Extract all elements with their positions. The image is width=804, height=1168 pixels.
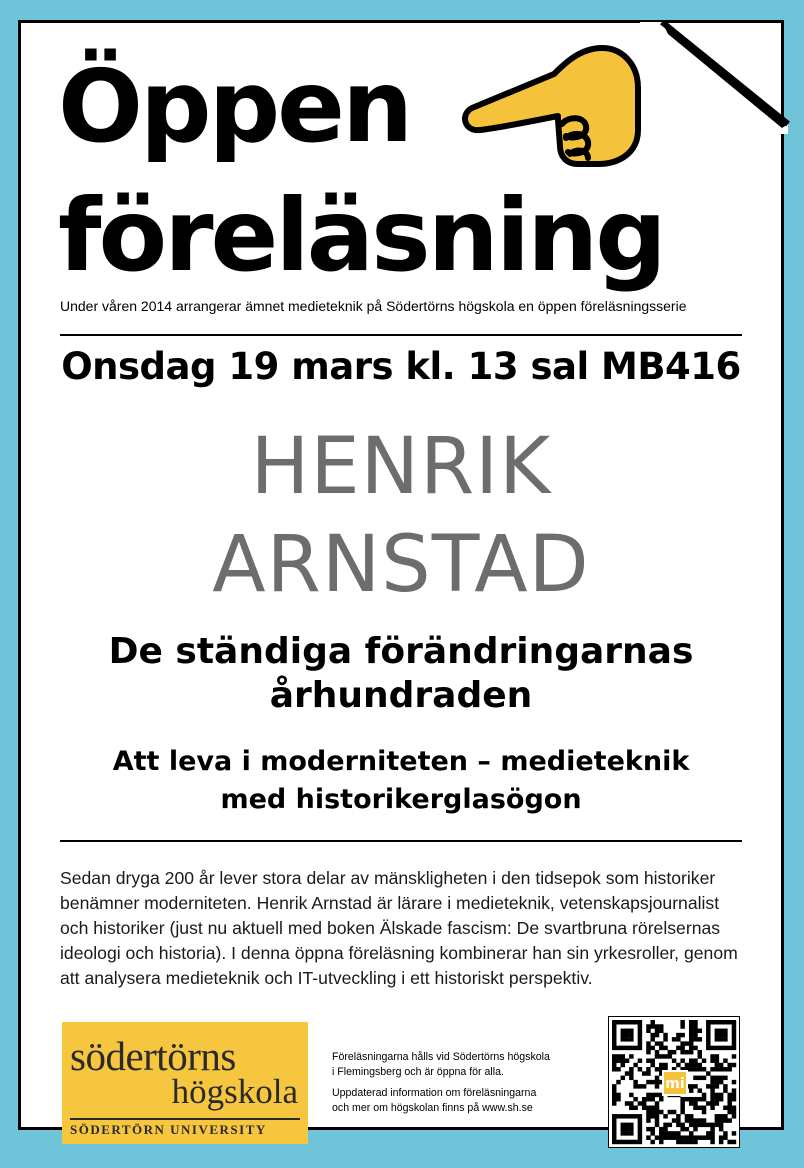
divider-top [60, 334, 742, 336]
speaker-first-name: HENRIK [250, 422, 552, 512]
info-line-3: Uppdaterad information om föreläsningarna [332, 1087, 537, 1099]
talk-subtitle-line-1: Att leva i moderniteten – medieteknik [112, 746, 690, 777]
logo-divider [70, 1118, 300, 1120]
talk-title [40, 630, 762, 718]
qr-badge-label: mi [665, 1076, 685, 1092]
info-line-2: i Flemingsberg och är öppna för alla. [332, 1066, 504, 1078]
university-logo [62, 1022, 308, 1144]
event-description: Sedan dryga 200 år lever stora delar av mänskligheten i den tidsepok som historiker benämner moderniteten. Henrik Arnstad är lärare i medieteknik, vetenskapsjournalist och historiker (just nu aktuell med boken Älskade fascism: De svartbruna rörelsernas ideologi och historia). I denna öppna föreläsning kombinerar han sin yrkesroller, genom att analysera medieteknik och IT-utveckling i ett historiskt perspektiv. [60, 868, 738, 988]
title-line-1: Öppen [58, 48, 411, 165]
info-line-1: Föreläsningarna hålls vid Södertörns högskola [332, 1051, 550, 1063]
title-line-2: föreläsning [58, 177, 664, 294]
talk-title-line-2: århundraden [269, 675, 533, 716]
folded-corner [640, 20, 790, 135]
talk-title-line-1: De ständiga förändringarnas [108, 631, 694, 672]
logo-line-3: SÖDERTÖRN UNIVERSITY [70, 1122, 267, 1137]
divider-bottom [60, 840, 742, 842]
info-line-4: och mer om högskolan finns på www.sh.se [332, 1102, 533, 1114]
series-intro: Under våren 2014 arrangerar ämnet medieteknik på Södertörns högskola en öppen föreläsningsserie [60, 298, 687, 314]
talk-subtitle-line-2: med historikerglasögon [220, 784, 582, 815]
logo-line-2: högskola [171, 1072, 298, 1111]
event-date-location: Onsdag 19 mars kl. 13 sal MB416 [61, 345, 741, 388]
qr-code [608, 1016, 740, 1148]
logo-line-1: södertörns [70, 1033, 236, 1079]
speaker-last-name: ARNSTAD [212, 520, 590, 610]
pointing-hand-icon [462, 34, 650, 174]
footer-info [332, 1050, 592, 1116]
talk-subtitle [40, 743, 762, 819]
